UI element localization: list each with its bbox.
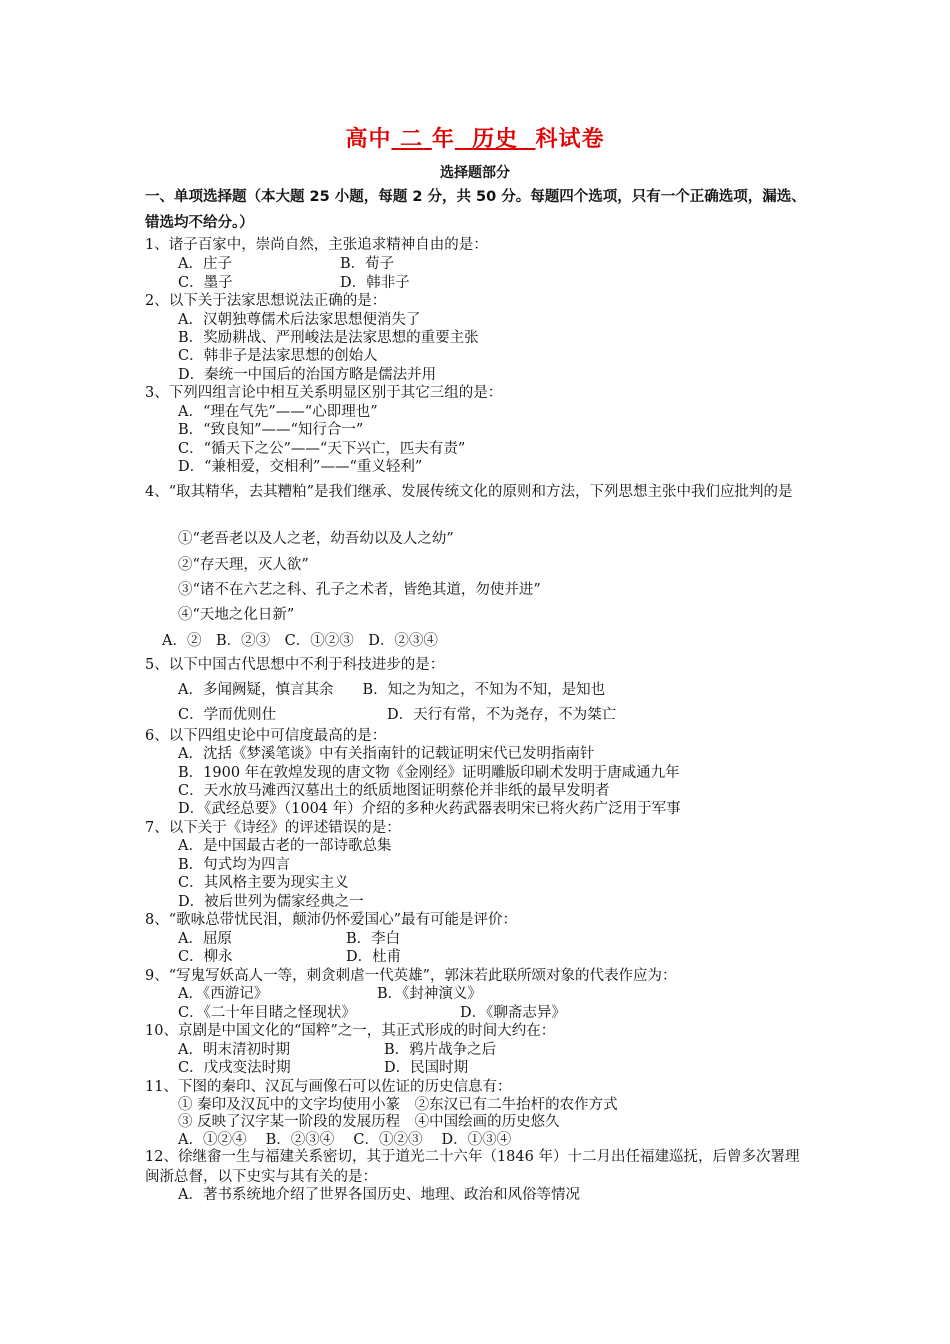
option-d: D．民国时期 <box>384 1060 469 1076</box>
option-d: D．《聊斋志异》 <box>460 1005 566 1021</box>
question-stem: 6、以下四组史论中可信度最高的是： <box>145 728 387 744</box>
option-c: C．墨子 <box>178 275 233 291</box>
question-stem: 1、诸子百家中，崇尚自然，主张追求精神自由的是： <box>145 237 488 253</box>
option-c: C．戊戌变法时期 <box>178 1060 291 1076</box>
statement-2: ②“存天理，灭人欲” <box>178 557 309 573</box>
question-stem: 11、下图的秦印、汉瓦与画像石可以佐证的历史信息有： <box>145 1079 512 1095</box>
option-c: C．柳永 <box>178 949 233 965</box>
option-a: A．沈括《梦溪笔谈》中有关指南针的记载证明宋代已发明指南针 <box>178 746 595 762</box>
title-school: 高中 <box>345 127 392 152</box>
exam-title <box>0 122 950 153</box>
option-a: A．“理在气先”——“心即理也” <box>178 404 378 420</box>
option-a: A．明末清初时期 <box>178 1042 290 1058</box>
option-c: C．其风格主要为现实主义 <box>178 875 349 891</box>
question-stem: 3、下列四组言论中相互关系明显区别于其它三组的是： <box>145 385 503 401</box>
option-d: D．天行有常，不为尧存，不为桀亡 <box>387 707 617 723</box>
option-d: D．《武经总要》（1004 年）介绍的多种火药武器表明宋已将火药广泛用于军事 <box>178 801 681 817</box>
question-stem: 12、徐继畲一生与福建关系密切，其于道光二十六年（1846 年）十二月出任福建巡抚，后曾多次署理闽浙总督，以下史实与其有关的是： <box>145 1149 800 1185</box>
option-c: C．天水放马滩西汉墓出土的纸质地图证明蔡伦并非纸的最早发明者 <box>178 783 610 799</box>
statement-line-1: ① 秦印及汉瓦中的文字均使用小篆 ②东汉已有二牛抬杆的农作方式 <box>178 1097 618 1113</box>
title-grade: 二 <box>400 127 424 152</box>
part-subtitle: 选择题部分 <box>440 165 510 181</box>
option-a: A．庄子 <box>178 256 232 272</box>
question-stem: 2、以下关于法家思想说法正确的是： <box>145 293 387 309</box>
question-stem: 8、“歌咏总带忧民泪，颠沛仍怀爱国心”最有可能是评价： <box>145 912 518 928</box>
statement-3: ③“诸不在六艺之科、孔子之术者，皆绝其道，勿使并进” <box>178 582 541 598</box>
section-header: 一、单项选择题（本大题 25 小题，每题 2 分，共 50 分。每题四个选项，只有一个正确选项，漏选、错选均不给分。） <box>145 189 806 231</box>
option-a: A．汉朝独尊儒术后法家思想便消失了 <box>178 312 421 328</box>
option-d: D．秦统一中国后的治国方略是儒法并用 <box>178 367 437 383</box>
option-b: B．奖励耕战、严刑峻法是法家思想的重要主张 <box>178 330 479 346</box>
option-b: B．李白 <box>346 931 401 947</box>
option-d: D．杜甫 <box>346 949 402 965</box>
options-row: A．①②④ B．②③④ C．①②③ D．①③④ <box>178 1132 512 1148</box>
option-c: C．“循天下之公”——“天下兴亡，匹夫有责” <box>178 441 466 457</box>
option-b: B．1900 年在敦煌发现的唐文物《金刚经》证明雕版印刷术发明于唐咸通九年 <box>178 765 680 781</box>
question-stem: 9、“写鬼写妖高人一等，刺贪刺虐一代英雄”，郭沫若此联所颂对象的代表作应为： <box>145 968 677 984</box>
question-stem: 7、以下关于《诗经》的评述错误的是： <box>145 820 401 836</box>
question-stem: 10、京剧是中国文化的“国粹”之一，其正式形成的时间大约在： <box>145 1023 556 1039</box>
option-b: B．荀子 <box>340 256 395 272</box>
option-d: D．“兼相爱，交相利”——“重义轻利” <box>178 459 423 475</box>
option-a-b: A．多闻阙疑，慎言其余 B．知之为知之，不知为不知，是知也 <box>178 682 606 698</box>
statement-4: ④“天地之化日新” <box>178 607 295 623</box>
option-a: A．屈原 <box>178 931 232 947</box>
question-stem: 5、以下中国古代思想中不利于科技进步的是： <box>145 657 445 673</box>
options-row: A．② B．②③ C．①②③ D．②③④ <box>162 633 438 649</box>
title-year: 年 <box>431 127 455 152</box>
title-subject: 历史 <box>472 127 519 152</box>
option-b: B．《封神演义》 <box>377 986 482 1002</box>
option-d: D．韩非子 <box>340 275 410 291</box>
option-a: A．著书系统地介绍了世界各国历史、地理、政治和风俗等情况 <box>178 1187 580 1203</box>
statement-1: ①“老吾老以及人之老，幼吾幼以及人之幼” <box>178 531 454 547</box>
option-a: A．《西游记》 <box>178 986 269 1002</box>
option-b: B．“致良知”——“知行合一” <box>178 422 364 438</box>
option-c: C．学而优则仕 <box>178 707 277 723</box>
option-b: B．句式均为四言 <box>178 857 291 873</box>
option-c: C．《二十年目睹之怪现状》 <box>178 1005 356 1021</box>
option-d: D．被后世列为儒家经典之一 <box>178 894 364 910</box>
option-a: A．是中国最古老的一部诗歌总集 <box>178 838 392 854</box>
option-b: B．鸦片战争之后 <box>384 1042 497 1058</box>
option-c: C．韩非子是法家思想的创始人 <box>178 348 378 364</box>
title-suffix: 科试卷 <box>535 127 605 152</box>
statement-line-2: ③ 反映了汉字某一阶段的发展历程 ④中国绘画的历史悠久 <box>178 1114 560 1130</box>
question-stem: 4、“取其精华，去其糟粕”是我们继承、发展传统文化的原则和方法，下列思想主张中我们应批判的是 <box>145 484 793 500</box>
